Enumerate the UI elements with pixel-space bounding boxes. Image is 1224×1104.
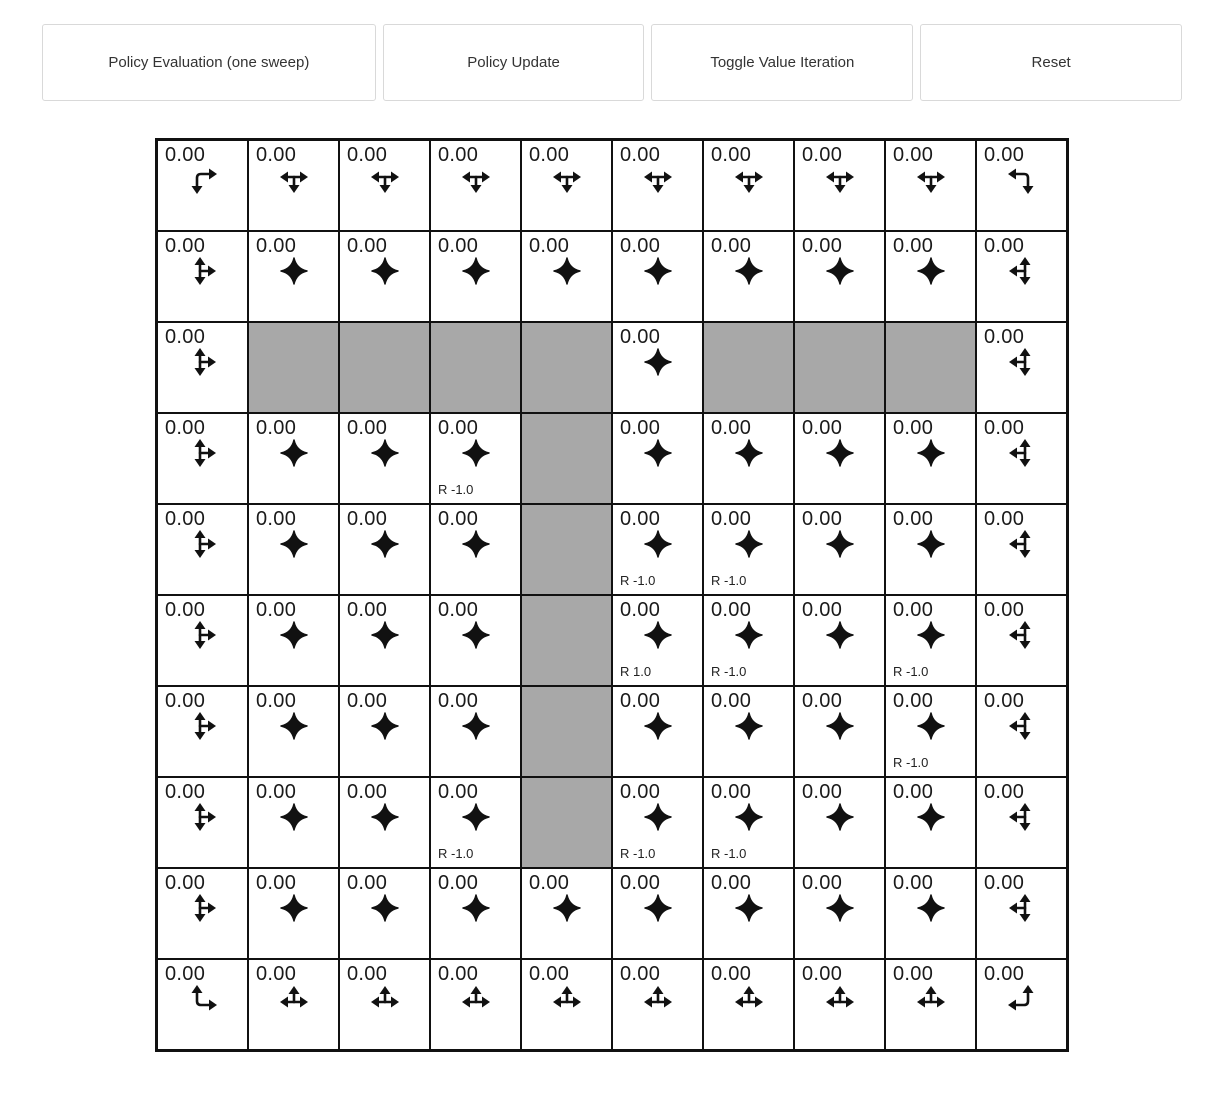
- state-value: 0.00: [984, 872, 1025, 894]
- grid-cell: [885, 595, 976, 686]
- wall-cell: [430, 322, 521, 413]
- policy-arrow-icon: [185, 162, 221, 198]
- grid-cell: [521, 231, 612, 322]
- state-value: 0.00: [893, 417, 934, 439]
- state-value: 0.00: [438, 781, 479, 803]
- policy-arrow-icon: [822, 708, 858, 744]
- wall-cell: [339, 322, 430, 413]
- grid-cell: [339, 959, 430, 1050]
- policy-arrow-icon: [458, 708, 494, 744]
- grid-cell: [612, 959, 703, 1050]
- policy-arrow-icon: [1004, 799, 1040, 835]
- wall-cell: [521, 322, 612, 413]
- reward-label: R -1.0: [438, 482, 474, 497]
- state-value: 0.00: [802, 508, 843, 530]
- grid-cell: [430, 777, 521, 868]
- state-value: 0.00: [165, 599, 206, 621]
- state-value: 0.00: [620, 781, 661, 803]
- grid-cell: [430, 504, 521, 595]
- grid-cell: [885, 140, 976, 231]
- grid-cell: [976, 504, 1067, 595]
- state-value: 0.00: [620, 599, 661, 621]
- grid-cell: [976, 231, 1067, 322]
- grid-cell: [885, 959, 976, 1050]
- state-value: 0.00: [893, 872, 934, 894]
- policy-arrow-icon: [367, 526, 403, 562]
- policy-arrow-icon: [640, 162, 676, 198]
- policy-arrow-icon: [640, 344, 676, 380]
- wall-cell: [521, 686, 612, 777]
- policy-arrow-icon: [1004, 253, 1040, 289]
- grid-cell: [339, 777, 430, 868]
- state-value: 0.00: [165, 690, 206, 712]
- state-value: 0.00: [529, 872, 570, 894]
- policy-arrow-icon: [367, 162, 403, 198]
- policy-arrow-icon: [458, 981, 494, 1017]
- policy-arrow-icon: [367, 799, 403, 835]
- state-value: 0.00: [347, 508, 388, 530]
- policy-arrow-icon: [640, 617, 676, 653]
- state-value: 0.00: [165, 417, 206, 439]
- policy-arrow-icon: [822, 617, 858, 653]
- policy-arrow-icon: [367, 981, 403, 1017]
- state-value: 0.00: [802, 144, 843, 166]
- state-value: 0.00: [165, 872, 206, 894]
- state-value: 0.00: [711, 417, 752, 439]
- policy-arrow-icon: [367, 253, 403, 289]
- policy-arrow-icon: [367, 890, 403, 926]
- grid-cell: [612, 777, 703, 868]
- policy-arrow-icon: [822, 799, 858, 835]
- state-value: 0.00: [529, 963, 570, 985]
- state-value: 0.00: [620, 235, 661, 257]
- policy-arrow-icon: [731, 435, 767, 471]
- grid-cell: [339, 413, 430, 504]
- state-value: 0.00: [529, 144, 570, 166]
- policy-arrow-icon: [1004, 708, 1040, 744]
- policy-arrow-icon: [276, 708, 312, 744]
- policy-arrow-icon: [276, 799, 312, 835]
- reward-label: R 1.0: [620, 664, 652, 679]
- grid-cell: [885, 413, 976, 504]
- grid-cell: [976, 868, 1067, 959]
- grid-cell: [794, 595, 885, 686]
- grid-cell: [248, 504, 339, 595]
- policy-arrow-icon: [276, 526, 312, 562]
- state-value: 0.00: [620, 690, 661, 712]
- wall-cell: [703, 322, 794, 413]
- state-value: 0.00: [984, 690, 1025, 712]
- state-value: 0.00: [347, 690, 388, 712]
- grid-cell: [248, 959, 339, 1050]
- policy-arrow-icon: [822, 253, 858, 289]
- state-value: 0.00: [256, 417, 297, 439]
- grid-cell: [157, 686, 248, 777]
- state-value: 0.00: [984, 235, 1025, 257]
- state-value: 0.00: [438, 690, 479, 712]
- state-value: 0.00: [438, 417, 479, 439]
- policy-arrow-icon: [640, 526, 676, 562]
- grid-cell: [521, 959, 612, 1050]
- state-value: 0.00: [165, 781, 206, 803]
- state-value: 0.00: [802, 690, 843, 712]
- reward-label: R -1.0: [438, 846, 474, 861]
- policy-arrow-icon: [458, 890, 494, 926]
- policy-arrow-icon: [367, 708, 403, 744]
- grid-cell: [157, 231, 248, 322]
- grid-cell: [794, 504, 885, 595]
- policy-arrow-icon: [913, 617, 949, 653]
- state-value: 0.00: [256, 144, 297, 166]
- grid-cell: [885, 231, 976, 322]
- state-value: 0.00: [984, 781, 1025, 803]
- grid-cell: [157, 959, 248, 1050]
- state-value: 0.00: [802, 963, 843, 985]
- policy-arrow-icon: [367, 617, 403, 653]
- policy-arrow-icon: [731, 253, 767, 289]
- state-value: 0.00: [984, 417, 1025, 439]
- policy-arrow-icon: [913, 162, 949, 198]
- state-value: 0.00: [802, 781, 843, 803]
- policy-arrow-icon: [185, 526, 221, 562]
- state-value: 0.00: [347, 417, 388, 439]
- state-value: 0.00: [802, 599, 843, 621]
- state-value: 0.00: [347, 963, 388, 985]
- reset-button[interactable]: Reset: [920, 24, 1182, 101]
- state-value: 0.00: [438, 599, 479, 621]
- state-value: 0.00: [893, 963, 934, 985]
- policy-arrow-icon: [731, 708, 767, 744]
- policy-arrow-icon: [913, 253, 949, 289]
- grid-cell: [976, 322, 1067, 413]
- grid-cell: [703, 686, 794, 777]
- grid-cell: [339, 504, 430, 595]
- policy-arrow-icon: [185, 253, 221, 289]
- state-value: 0.00: [893, 690, 934, 712]
- state-value: 0.00: [620, 963, 661, 985]
- policy-arrow-icon: [185, 981, 221, 1017]
- policy-arrow-icon: [1004, 162, 1040, 198]
- state-value: 0.00: [347, 781, 388, 803]
- grid-cell: [612, 686, 703, 777]
- state-value: 0.00: [711, 872, 752, 894]
- policy-update-button[interactable]: Policy Update: [383, 24, 645, 101]
- state-value: 0.00: [984, 326, 1025, 348]
- grid-cell: [885, 686, 976, 777]
- grid-cell: [976, 413, 1067, 504]
- grid-cell: [248, 140, 339, 231]
- policy-arrow-icon: [913, 526, 949, 562]
- grid-cell: [703, 140, 794, 231]
- state-value: 0.00: [256, 963, 297, 985]
- state-value: 0.00: [256, 872, 297, 894]
- policy-arrow-icon: [1004, 344, 1040, 380]
- state-value: 0.00: [802, 872, 843, 894]
- wall-cell: [248, 322, 339, 413]
- grid-cell: [430, 686, 521, 777]
- policy-arrow-icon: [185, 617, 221, 653]
- grid-cell: [703, 777, 794, 868]
- reward-label: R -1.0: [711, 664, 747, 679]
- grid-cell: [248, 686, 339, 777]
- state-value: 0.00: [620, 417, 661, 439]
- policy-arrow-icon: [731, 162, 767, 198]
- grid-cell: [794, 959, 885, 1050]
- state-value: 0.00: [256, 508, 297, 530]
- policy-evaluation-button[interactable]: Policy Evaluation (one sweep): [42, 24, 376, 101]
- policy-arrow-icon: [1004, 526, 1040, 562]
- grid-cell: [794, 140, 885, 231]
- state-value: 0.00: [256, 599, 297, 621]
- policy-arrow-icon: [731, 526, 767, 562]
- reward-label: R -1.0: [620, 846, 656, 861]
- policy-arrow-icon: [549, 162, 585, 198]
- policy-arrow-icon: [822, 526, 858, 562]
- state-value: 0.00: [165, 963, 206, 985]
- grid-cell: [794, 231, 885, 322]
- grid-cell: [339, 231, 430, 322]
- grid-cell: [612, 231, 703, 322]
- grid-cell: [612, 868, 703, 959]
- policy-arrow-icon: [276, 890, 312, 926]
- gridworld: [155, 138, 1069, 1052]
- grid-cell: [976, 140, 1067, 231]
- state-value: 0.00: [984, 144, 1025, 166]
- grid-cell: [430, 140, 521, 231]
- state-value: 0.00: [347, 872, 388, 894]
- wall-cell: [521, 595, 612, 686]
- policy-arrow-icon: [1004, 435, 1040, 471]
- grid-cell: [430, 868, 521, 959]
- grid-cell: [157, 595, 248, 686]
- policy-arrow-icon: [731, 617, 767, 653]
- state-value: 0.00: [347, 235, 388, 257]
- grid-cell: [794, 686, 885, 777]
- grid-cell: [885, 868, 976, 959]
- grid-cell: [612, 140, 703, 231]
- state-value: 0.00: [256, 690, 297, 712]
- grid-cell: [157, 322, 248, 413]
- policy-arrow-icon: [276, 435, 312, 471]
- policy-arrow-icon: [276, 162, 312, 198]
- state-value: 0.00: [256, 235, 297, 257]
- policy-arrow-icon: [640, 435, 676, 471]
- policy-arrow-icon: [276, 981, 312, 1017]
- policy-arrow-icon: [549, 253, 585, 289]
- grid-cell: [430, 231, 521, 322]
- grid-cell: [157, 504, 248, 595]
- grid-cell: [339, 140, 430, 231]
- policy-arrow-icon: [913, 890, 949, 926]
- state-value: 0.00: [438, 872, 479, 894]
- state-value: 0.00: [438, 144, 479, 166]
- state-value: 0.00: [893, 144, 934, 166]
- grid-cell: [612, 595, 703, 686]
- wall-cell: [521, 413, 612, 504]
- state-value: 0.00: [711, 599, 752, 621]
- state-value: 0.00: [256, 781, 297, 803]
- grid-cell: [794, 413, 885, 504]
- policy-arrow-icon: [276, 253, 312, 289]
- grid-cell: [157, 777, 248, 868]
- state-value: 0.00: [438, 508, 479, 530]
- state-value: 0.00: [984, 963, 1025, 985]
- state-value: 0.00: [711, 235, 752, 257]
- state-value: 0.00: [620, 144, 661, 166]
- policy-arrow-icon: [640, 799, 676, 835]
- state-value: 0.00: [620, 508, 661, 530]
- grid-cell: [885, 777, 976, 868]
- state-value: 0.00: [802, 235, 843, 257]
- grid-cell: [521, 868, 612, 959]
- grid-cell: [703, 413, 794, 504]
- state-value: 0.00: [165, 235, 206, 257]
- grid-cell: [339, 868, 430, 959]
- reward-label: R -1.0: [893, 664, 929, 679]
- policy-arrow-icon: [640, 981, 676, 1017]
- policy-arrow-icon: [822, 890, 858, 926]
- policy-arrow-icon: [1004, 617, 1040, 653]
- policy-arrow-icon: [640, 253, 676, 289]
- policy-arrow-icon: [458, 617, 494, 653]
- toolbar: [42, 24, 1182, 101]
- state-value: 0.00: [620, 326, 661, 348]
- grid-cell: [885, 504, 976, 595]
- grid-cell: [976, 595, 1067, 686]
- policy-arrow-icon: [458, 253, 494, 289]
- grid-cell: [976, 686, 1067, 777]
- policy-arrow-icon: [640, 890, 676, 926]
- wall-cell: [521, 777, 612, 868]
- policy-arrow-icon: [458, 435, 494, 471]
- reward-label: R -1.0: [711, 846, 747, 861]
- grid-cell: [430, 413, 521, 504]
- grid-cell: [703, 504, 794, 595]
- grid-cell: [703, 868, 794, 959]
- wall-cell: [521, 504, 612, 595]
- grid-cell: [612, 322, 703, 413]
- grid-cell: [248, 868, 339, 959]
- grid-cell: [430, 959, 521, 1050]
- grid-cell: [339, 595, 430, 686]
- reward-label: R -1.0: [711, 573, 747, 588]
- policy-arrow-icon: [822, 162, 858, 198]
- policy-arrow-icon: [276, 617, 312, 653]
- grid-cell: [612, 413, 703, 504]
- toggle-value-iteration-button[interactable]: Toggle Value Iteration: [651, 24, 913, 101]
- grid-cell: [157, 413, 248, 504]
- policy-arrow-icon: [458, 799, 494, 835]
- state-value: 0.00: [984, 508, 1025, 530]
- policy-arrow-icon: [731, 981, 767, 1017]
- policy-arrow-icon: [1004, 981, 1040, 1017]
- grid-cell: [794, 868, 885, 959]
- grid-cell: [703, 595, 794, 686]
- policy-arrow-icon: [822, 981, 858, 1017]
- policy-arrow-icon: [640, 708, 676, 744]
- state-value: 0.00: [893, 235, 934, 257]
- policy-arrow-icon: [1004, 890, 1040, 926]
- state-value: 0.00: [984, 599, 1025, 621]
- reward-label: R -1.0: [620, 573, 656, 588]
- policy-arrow-icon: [913, 708, 949, 744]
- policy-arrow-icon: [185, 890, 221, 926]
- reward-label: R -1.0: [893, 755, 929, 770]
- state-value: 0.00: [711, 144, 752, 166]
- grid-cell: [976, 777, 1067, 868]
- grid-cell: [248, 595, 339, 686]
- state-value: 0.00: [620, 872, 661, 894]
- grid-cell: [703, 231, 794, 322]
- policy-arrow-icon: [731, 890, 767, 926]
- policy-arrow-icon: [185, 708, 221, 744]
- state-value: 0.00: [165, 326, 206, 348]
- grid-cell: [521, 140, 612, 231]
- state-value: 0.00: [711, 781, 752, 803]
- grid-cell: [157, 868, 248, 959]
- grid-cell: [430, 595, 521, 686]
- state-value: 0.00: [165, 144, 206, 166]
- grid-cell: [248, 231, 339, 322]
- policy-arrow-icon: [913, 981, 949, 1017]
- state-value: 0.00: [711, 508, 752, 530]
- state-value: 0.00: [165, 508, 206, 530]
- state-value: 0.00: [529, 235, 570, 257]
- policy-arrow-icon: [185, 435, 221, 471]
- policy-arrow-icon: [822, 435, 858, 471]
- policy-arrow-icon: [913, 435, 949, 471]
- state-value: 0.00: [893, 599, 934, 621]
- grid-cell: [794, 777, 885, 868]
- state-value: 0.00: [438, 235, 479, 257]
- policy-arrow-icon: [458, 526, 494, 562]
- grid-cell: [339, 686, 430, 777]
- state-value: 0.00: [893, 508, 934, 530]
- grid-cell: [248, 777, 339, 868]
- state-value: 0.00: [802, 417, 843, 439]
- policy-arrow-icon: [458, 162, 494, 198]
- state-value: 0.00: [438, 963, 479, 985]
- policy-arrow-icon: [731, 799, 767, 835]
- wall-cell: [794, 322, 885, 413]
- state-value: 0.00: [347, 144, 388, 166]
- policy-arrow-icon: [913, 799, 949, 835]
- policy-arrow-icon: [185, 344, 221, 380]
- grid-cell: [157, 140, 248, 231]
- grid-cell: [612, 504, 703, 595]
- state-value: 0.00: [711, 963, 752, 985]
- policy-arrow-icon: [367, 435, 403, 471]
- grid-cell: [703, 959, 794, 1050]
- state-value: 0.00: [893, 781, 934, 803]
- state-value: 0.00: [711, 690, 752, 712]
- policy-arrow-icon: [185, 799, 221, 835]
- wall-cell: [885, 322, 976, 413]
- state-value: 0.00: [347, 599, 388, 621]
- policy-arrow-icon: [549, 890, 585, 926]
- policy-arrow-icon: [549, 981, 585, 1017]
- grid-cell: [248, 413, 339, 504]
- grid-cell: [976, 959, 1067, 1050]
